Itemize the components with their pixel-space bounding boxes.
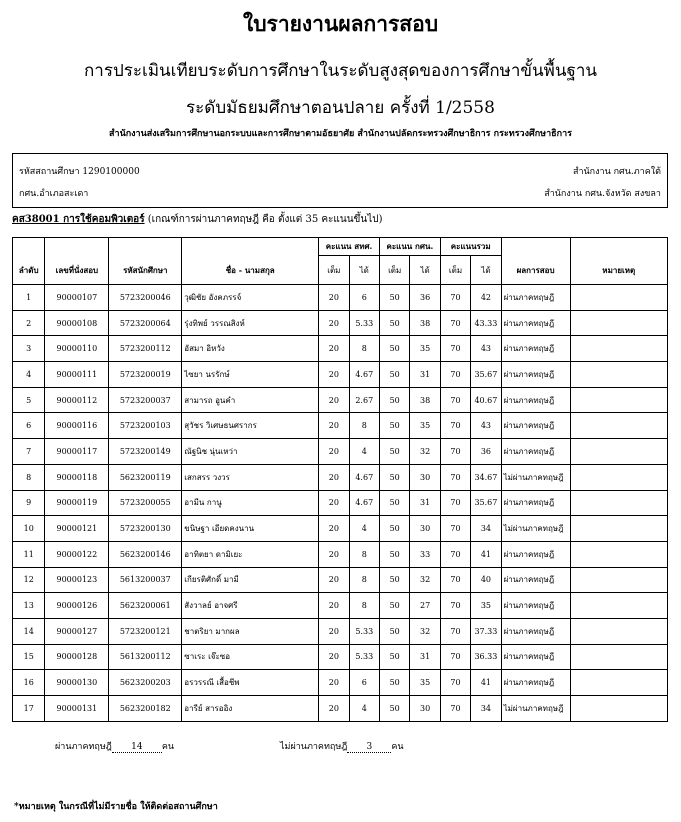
row-nbt-score: 4.67 bbox=[349, 362, 379, 388]
row-student-id: 5723200121 bbox=[109, 618, 182, 644]
row-name: วุฒิชัย อังคภรรจ์ bbox=[182, 285, 319, 311]
row-nfe-full: 50 bbox=[379, 387, 409, 413]
regional-office: สำนักงาน กศน.ภาคใต้ bbox=[572, 167, 661, 177]
row-total-full: 70 bbox=[440, 387, 470, 413]
pass-count: 14 bbox=[112, 742, 162, 753]
row-nbt-full: 20 bbox=[319, 285, 349, 311]
header-result: ผลการสอบ bbox=[501, 238, 570, 285]
row-total-score: 34 bbox=[471, 516, 501, 542]
issuing-office: สำนักงานส่งเสริมการศึกษานอกระบบและการศึกษาตามอัธยาศัย สำนักงานปลัดกระทรวงศึกษาธิการ กระทรวงศึกษาธิการ bbox=[109, 129, 572, 139]
header-total-got: ได้ bbox=[471, 256, 501, 285]
row-nfe-score: 32 bbox=[410, 439, 440, 465]
header-nbt-got: ได้ bbox=[349, 256, 379, 285]
row-student-id: 5723200019 bbox=[109, 362, 182, 388]
row-nbt-full: 20 bbox=[319, 593, 349, 619]
row-nbt-score: 8 bbox=[349, 593, 379, 619]
row-remark bbox=[570, 413, 667, 439]
row-nfe-score: 30 bbox=[410, 464, 440, 490]
row-no: 7 bbox=[13, 439, 45, 465]
row-no: 13 bbox=[13, 593, 45, 619]
row-nbt-full: 20 bbox=[319, 516, 349, 542]
header-seat: เลขที่นั่งสอบ bbox=[45, 238, 109, 285]
row-nfe-score: 30 bbox=[410, 696, 440, 722]
row-nbt-full: 20 bbox=[319, 696, 349, 722]
header-no: ลำดับ bbox=[13, 238, 45, 285]
row-remark bbox=[570, 490, 667, 516]
row-remark bbox=[570, 464, 667, 490]
footnote: *หมายเหตุ ในกรณีที่ไม่มีรายชื่อ ให้ติดต่อสถานศึกษา bbox=[14, 802, 218, 812]
row-nfe-score: 38 bbox=[410, 310, 440, 336]
row-nbt-score: 4 bbox=[349, 696, 379, 722]
row-student-id: 5723200103 bbox=[109, 413, 182, 439]
row-name: ซาเระ เจ๊ะซอ bbox=[182, 644, 319, 670]
row-nbt-full: 20 bbox=[319, 387, 349, 413]
row-remark bbox=[570, 387, 667, 413]
row-nbt-full: 20 bbox=[319, 567, 349, 593]
row-nbt-score: 5.33 bbox=[349, 618, 379, 644]
row-seat: 90000123 bbox=[45, 567, 109, 593]
row-nfe-score: 31 bbox=[410, 362, 440, 388]
table-row bbox=[13, 541, 668, 567]
row-no: 14 bbox=[13, 618, 45, 644]
row-result: ผ่านภาคทฤษฎี bbox=[501, 567, 570, 593]
table-row bbox=[13, 464, 668, 490]
row-no: 3 bbox=[13, 336, 45, 362]
row-name: อัสมา อิหวัง bbox=[182, 336, 319, 362]
row-seat: 90000118 bbox=[45, 464, 109, 490]
fail-unit: คน bbox=[391, 742, 404, 752]
row-name: รุ่งทิพย์ วรรณสิงห์ bbox=[182, 310, 319, 336]
row-remark bbox=[570, 593, 667, 619]
pass-label: ผ่านภาคทฤษฎี bbox=[55, 742, 112, 752]
subject-code-name: คส38001 การใช้คอมพิวเตอร์ bbox=[12, 214, 145, 225]
row-total-score: 35 bbox=[471, 593, 501, 619]
row-remark bbox=[570, 541, 667, 567]
row-student-id: 5723200046 bbox=[109, 285, 182, 311]
row-result: ผ่านภาคทฤษฎี bbox=[501, 618, 570, 644]
row-remark bbox=[570, 567, 667, 593]
provincial-office: สำนักงาน กศน.จังหวัด สงขลา bbox=[544, 189, 661, 199]
row-student-id: 5723200112 bbox=[109, 336, 182, 362]
row-name: อรวรรณี เสื้อชีพ bbox=[182, 670, 319, 696]
row-nbt-full: 20 bbox=[319, 310, 349, 336]
row-nfe-full: 50 bbox=[379, 541, 409, 567]
row-nbt-score: 4.67 bbox=[349, 464, 379, 490]
row-nfe-full: 50 bbox=[379, 285, 409, 311]
row-remark bbox=[570, 285, 667, 311]
row-nbt-score: 4 bbox=[349, 516, 379, 542]
row-total-full: 70 bbox=[440, 413, 470, 439]
report-subtitle: การประเมินเทียบระดับการศึกษาในระดับสูงสุดของการศึกษาขั้นพื้นฐาน bbox=[84, 61, 597, 81]
row-name: อารีย์ สารออิง bbox=[182, 696, 319, 722]
row-seat: 90000127 bbox=[45, 618, 109, 644]
row-no: 15 bbox=[13, 644, 45, 670]
row-nbt-score: 8 bbox=[349, 567, 379, 593]
row-nfe-score: 30 bbox=[410, 516, 440, 542]
row-result: ผ่านภาคทฤษฎี bbox=[501, 387, 570, 413]
row-result: ผ่านภาคทฤษฎี bbox=[501, 285, 570, 311]
row-name: ไซยา นรรักษ์ bbox=[182, 362, 319, 388]
row-remark bbox=[570, 670, 667, 696]
table-row bbox=[13, 516, 668, 542]
row-nfe-full: 50 bbox=[379, 516, 409, 542]
row-nbt-full: 20 bbox=[319, 362, 349, 388]
row-result: ผ่านภาคทฤษฎี bbox=[501, 310, 570, 336]
row-total-score: 36 bbox=[471, 439, 501, 465]
row-name: เกียรติศักดิ์ มามี bbox=[182, 567, 319, 593]
fail-label: ไม่ผ่านภาคทฤษฎี bbox=[280, 742, 348, 752]
row-nbt-full: 20 bbox=[319, 618, 349, 644]
row-seat: 90000116 bbox=[45, 413, 109, 439]
pass-summary bbox=[55, 739, 174, 753]
row-no: 9 bbox=[13, 490, 45, 516]
row-nbt-full: 20 bbox=[319, 464, 349, 490]
row-remark bbox=[570, 516, 667, 542]
results-table bbox=[12, 237, 668, 722]
row-student-id: 5723200149 bbox=[109, 439, 182, 465]
row-total-full: 70 bbox=[440, 670, 470, 696]
row-total-score: 43 bbox=[471, 336, 501, 362]
row-total-full: 70 bbox=[440, 618, 470, 644]
header-nfe-got: ได้ bbox=[410, 256, 440, 285]
row-total-score: 40 bbox=[471, 567, 501, 593]
row-nbt-score: 4.67 bbox=[349, 490, 379, 516]
exam-center-info-box bbox=[12, 153, 668, 208]
row-nfe-full: 50 bbox=[379, 567, 409, 593]
header-nfe-full: เต็ม bbox=[379, 256, 409, 285]
row-nbt-full: 20 bbox=[319, 490, 349, 516]
row-name: สุวัชร วิเศษธนศรากร bbox=[182, 413, 319, 439]
row-total-score: 35.67 bbox=[471, 490, 501, 516]
pass-unit: คน bbox=[161, 742, 175, 752]
row-total-score: 42 bbox=[471, 285, 501, 311]
row-total-score: 37.33 bbox=[471, 618, 501, 644]
table-row bbox=[13, 618, 668, 644]
row-result: ผ่านภาคทฤษฎี bbox=[501, 593, 570, 619]
header-remark: หมายเหตุ bbox=[570, 238, 667, 285]
row-nfe-full: 50 bbox=[379, 644, 409, 670]
row-nbt-score: 6 bbox=[349, 285, 379, 311]
row-name: เสกสรร วงวร bbox=[182, 464, 319, 490]
row-total-score: 40.67 bbox=[471, 387, 501, 413]
row-total-score: 35.67 bbox=[471, 362, 501, 388]
row-nbt-score: 5.33 bbox=[349, 310, 379, 336]
row-result: ไม่ผ่านภาคทฤษฎี bbox=[501, 696, 570, 722]
row-total-full: 70 bbox=[440, 516, 470, 542]
table-row bbox=[13, 362, 668, 388]
header-score-total: คะแนนรวม bbox=[440, 238, 501, 256]
row-total-full: 70 bbox=[440, 464, 470, 490]
row-seat: 90000122 bbox=[45, 541, 109, 567]
table-row bbox=[13, 490, 668, 516]
row-nbt-full: 20 bbox=[319, 670, 349, 696]
row-no: 2 bbox=[13, 310, 45, 336]
row-result: ผ่านภาคทฤษฎี bbox=[501, 413, 570, 439]
row-student-id: 5623200119 bbox=[109, 464, 182, 490]
row-total-full: 70 bbox=[440, 567, 470, 593]
table-row bbox=[13, 439, 668, 465]
row-no: 4 bbox=[13, 362, 45, 388]
row-nfe-score: 32 bbox=[410, 618, 440, 644]
row-nbt-score: 2.67 bbox=[349, 387, 379, 413]
row-no: 17 bbox=[13, 696, 45, 722]
row-total-full: 70 bbox=[440, 644, 470, 670]
row-nbt-full: 20 bbox=[319, 336, 349, 362]
header-score-nbt: คะแนน สทศ. bbox=[319, 238, 380, 256]
row-name: อามีน กานู bbox=[182, 490, 319, 516]
row-nfe-score: 38 bbox=[410, 387, 440, 413]
table-row bbox=[13, 413, 668, 439]
row-total-full: 70 bbox=[440, 310, 470, 336]
row-nfe-full: 50 bbox=[379, 696, 409, 722]
row-no: 16 bbox=[13, 670, 45, 696]
row-no: 5 bbox=[13, 387, 45, 413]
row-name: สามารถ อูนคำ bbox=[182, 387, 319, 413]
report-level: ระดับมัธยมศึกษาตอนปลาย ครั้งที่ 1/2558 bbox=[186, 98, 495, 118]
row-nfe-full: 50 bbox=[379, 310, 409, 336]
row-total-full: 70 bbox=[440, 696, 470, 722]
row-nfe-score: 35 bbox=[410, 336, 440, 362]
row-remark bbox=[570, 362, 667, 388]
row-student-id: 5613200112 bbox=[109, 644, 182, 670]
row-total-full: 70 bbox=[440, 593, 470, 619]
row-nfe-score: 35 bbox=[410, 413, 440, 439]
row-result: ไม่ผ่านภาคทฤษฎี bbox=[501, 516, 570, 542]
district-center: กศน.อำเภอสะเดา bbox=[19, 189, 89, 199]
row-nbt-score: 8 bbox=[349, 541, 379, 567]
row-nfe-score: 36 bbox=[410, 285, 440, 311]
row-total-full: 70 bbox=[440, 336, 470, 362]
row-remark bbox=[570, 644, 667, 670]
report-title: ใบรายงานผลการสอบ bbox=[242, 11, 439, 36]
row-nfe-score: 31 bbox=[410, 490, 440, 516]
table-row bbox=[13, 336, 668, 362]
row-seat: 90000112 bbox=[45, 387, 109, 413]
header-student-id: รหัสนักศึกษา bbox=[109, 238, 182, 285]
row-nfe-full: 50 bbox=[379, 439, 409, 465]
row-nfe-score: 32 bbox=[410, 567, 440, 593]
row-name: ชาตริยา มากผล bbox=[182, 618, 319, 644]
row-total-full: 70 bbox=[440, 439, 470, 465]
row-student-id: 5623200203 bbox=[109, 670, 182, 696]
row-result: ผ่านภาคทฤษฎี bbox=[501, 336, 570, 362]
row-name: ขนิษฐา เอียดคงนาน bbox=[182, 516, 319, 542]
row-no: 8 bbox=[13, 464, 45, 490]
row-total-score: 34 bbox=[471, 696, 501, 722]
row-nfe-score: 33 bbox=[410, 541, 440, 567]
row-nfe-full: 50 bbox=[379, 413, 409, 439]
row-student-id: 5723200055 bbox=[109, 490, 182, 516]
row-remark bbox=[570, 618, 667, 644]
row-result: ไม่ผ่านภาคทฤษฎี bbox=[501, 464, 570, 490]
row-total-score: 43 bbox=[471, 413, 501, 439]
table-row bbox=[13, 285, 668, 311]
row-no: 11 bbox=[13, 541, 45, 567]
row-no: 10 bbox=[13, 516, 45, 542]
row-seat: 90000119 bbox=[45, 490, 109, 516]
row-remark bbox=[570, 696, 667, 722]
row-total-score: 36.33 bbox=[471, 644, 501, 670]
row-total-full: 70 bbox=[440, 541, 470, 567]
table-row bbox=[13, 567, 668, 593]
row-nfe-score: 27 bbox=[410, 593, 440, 619]
row-seat: 90000110 bbox=[45, 336, 109, 362]
table-row bbox=[13, 310, 668, 336]
table-row bbox=[13, 593, 668, 619]
fail-summary bbox=[280, 739, 404, 753]
table-row bbox=[13, 387, 668, 413]
fail-count: 3 bbox=[347, 742, 391, 753]
row-student-id: 5723200130 bbox=[109, 516, 182, 542]
row-student-id: 5723200064 bbox=[109, 310, 182, 336]
row-nfe-full: 50 bbox=[379, 336, 409, 362]
row-total-score: 34.67 bbox=[471, 464, 501, 490]
row-seat: 90000121 bbox=[45, 516, 109, 542]
row-nfe-score: 31 bbox=[410, 644, 440, 670]
row-nfe-full: 50 bbox=[379, 593, 409, 619]
row-remark bbox=[570, 439, 667, 465]
row-nbt-score: 5.33 bbox=[349, 644, 379, 670]
row-student-id: 5623200182 bbox=[109, 696, 182, 722]
row-total-score: 43.33 bbox=[471, 310, 501, 336]
row-no: 12 bbox=[13, 567, 45, 593]
row-nbt-score: 8 bbox=[349, 336, 379, 362]
row-name: อาทิตยา ดามิเยะ bbox=[182, 541, 319, 567]
pass-criteria: (เกณฑ์การผ่านภาคทฤษฎี คือ ตั้งแต่ 35 คะแนนขึ้นไป) bbox=[147, 214, 383, 225]
row-seat: 90000117 bbox=[45, 439, 109, 465]
row-student-id: 5623200061 bbox=[109, 593, 182, 619]
table-row bbox=[13, 644, 668, 670]
row-result: ผ่านภาคทฤษฎี bbox=[501, 541, 570, 567]
row-total-score: 41 bbox=[471, 670, 501, 696]
row-total-full: 70 bbox=[440, 285, 470, 311]
row-no: 1 bbox=[13, 285, 45, 311]
row-nbt-full: 20 bbox=[319, 644, 349, 670]
row-nfe-full: 50 bbox=[379, 670, 409, 696]
subject-line bbox=[12, 212, 382, 227]
row-name: ณัฐนิช นุ่นเหว่า bbox=[182, 439, 319, 465]
row-remark bbox=[570, 336, 667, 362]
row-result: ผ่านภาคทฤษฎี bbox=[501, 670, 570, 696]
row-total-full: 70 bbox=[440, 490, 470, 516]
row-nfe-full: 50 bbox=[379, 490, 409, 516]
row-seat: 90000131 bbox=[45, 696, 109, 722]
header-name: ชื่อ - นามสกุล bbox=[182, 238, 319, 285]
row-seat: 90000107 bbox=[45, 285, 109, 311]
row-seat: 90000111 bbox=[45, 362, 109, 388]
row-total-full: 70 bbox=[440, 362, 470, 388]
row-result: ผ่านภาคทฤษฎี bbox=[501, 362, 570, 388]
row-student-id: 5613200037 bbox=[109, 567, 182, 593]
row-nbt-score: 6 bbox=[349, 670, 379, 696]
row-nbt-score: 4 bbox=[349, 439, 379, 465]
row-result: ผ่านภาคทฤษฎี bbox=[501, 644, 570, 670]
header-nbt-full: เต็ม bbox=[319, 256, 349, 285]
row-total-score: 41 bbox=[471, 541, 501, 567]
header-total-full: เต็ม bbox=[440, 256, 470, 285]
row-remark bbox=[570, 310, 667, 336]
row-seat: 90000108 bbox=[45, 310, 109, 336]
table-row bbox=[13, 696, 668, 722]
exam-center-code: รหัสสถานศึกษา 1290100000 bbox=[19, 167, 140, 177]
row-nbt-full: 20 bbox=[319, 413, 349, 439]
row-nbt-full: 20 bbox=[319, 439, 349, 465]
row-nfe-full: 50 bbox=[379, 464, 409, 490]
row-seat: 90000130 bbox=[45, 670, 109, 696]
row-no: 6 bbox=[13, 413, 45, 439]
header-score-nfe: คะแนน กศน. bbox=[379, 238, 440, 256]
row-result: ผ่านภาคทฤษฎี bbox=[501, 439, 570, 465]
row-nfe-full: 50 bbox=[379, 362, 409, 388]
row-name: สังวาลย์ อาจศรี bbox=[182, 593, 319, 619]
row-seat: 90000126 bbox=[45, 593, 109, 619]
row-nfe-full: 50 bbox=[379, 618, 409, 644]
row-student-id: 5723200037 bbox=[109, 387, 182, 413]
table-row bbox=[13, 670, 668, 696]
row-nbt-full: 20 bbox=[319, 541, 349, 567]
row-seat: 90000128 bbox=[45, 644, 109, 670]
row-nbt-score: 8 bbox=[349, 413, 379, 439]
row-student-id: 5623200146 bbox=[109, 541, 182, 567]
row-result: ผ่านภาคทฤษฎี bbox=[501, 490, 570, 516]
row-nfe-score: 35 bbox=[410, 670, 440, 696]
